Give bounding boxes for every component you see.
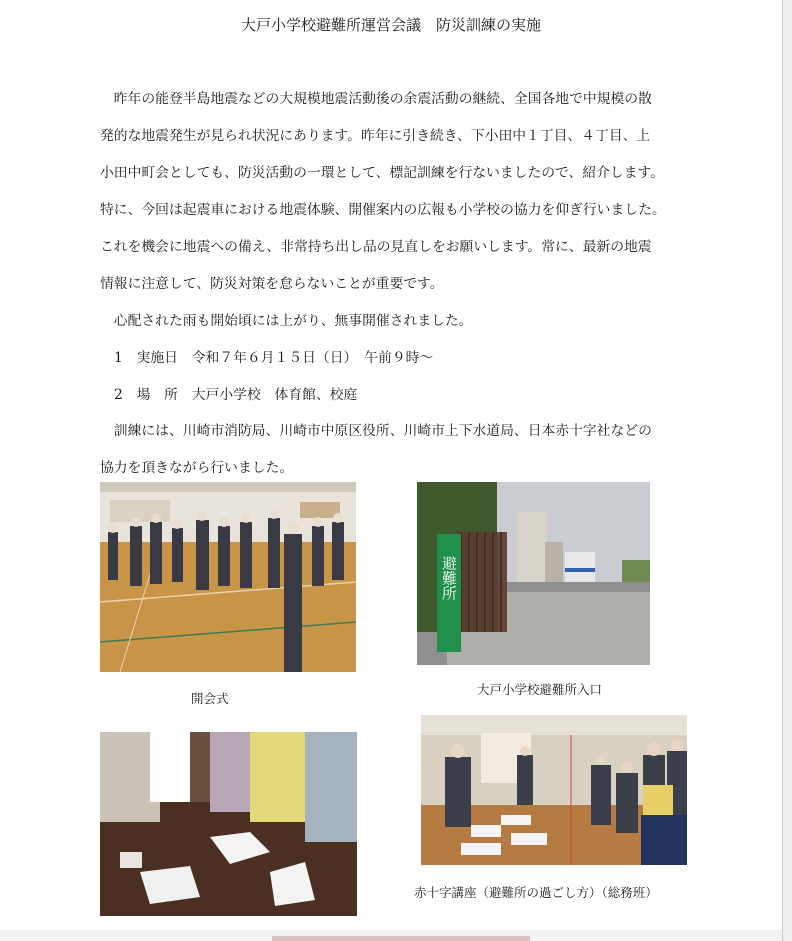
document-title: 大戸小学校避難所運営会議 防災訓練の実施 bbox=[240, 16, 541, 34]
next-page-peek bbox=[272, 936, 530, 941]
weather-paragraph: 心配された雨も開始頃には上がり、無事開催されました。 bbox=[113, 313, 473, 329]
cooperation-paragraph: 訓練には、川崎市消防局、川崎市中原区役所、川崎市上下水道局、日本赤十字社などの 協力を頂きながら行いました。 bbox=[100, 423, 652, 477]
evacuation-banner-text: 避難所 bbox=[440, 555, 458, 601]
opening-ceremony-photo bbox=[100, 482, 356, 672]
location-item: 2 場 所 大戸小学校 体育館、校庭 bbox=[114, 387, 358, 403]
viewer-right-edge bbox=[782, 0, 792, 941]
red-cross-lecture-photo bbox=[421, 715, 687, 865]
entrance-caption: 大戸小学校避難所入口 bbox=[477, 682, 603, 697]
workshop-photo bbox=[100, 732, 357, 916]
date-item: 1 実施日 令和７年６月１５日（日） 午前９時〜 bbox=[114, 350, 434, 366]
opening-ceremony-caption: 開会式 bbox=[191, 691, 229, 706]
red-cross-caption: 赤十字講座（避難所の過ごし方）（総務班） bbox=[414, 885, 658, 900]
entrance-photo bbox=[417, 482, 650, 665]
intro-paragraph: 昨年の能登半島地震などの大規模地震活動後の余震活動の継続、全国各地で中規模の散 発的な地震発生が見られ状況にあります。昨年に引き続き、下小田中１丁目、４丁目、上 小田中町会としても、防災活動の一環として、標記訓練を行ないましたので、紹介します。 特に、今回は起震車における地震体験、開催案内の広報も小学校の協力を仰ぎ行いました。 これを機会に地震への備え、非常持ち出し品の見直しをお願いします。常に、最新の地震 情報に注意して、防災対策を怠らないことが重要です。 bbox=[100, 91, 666, 293]
